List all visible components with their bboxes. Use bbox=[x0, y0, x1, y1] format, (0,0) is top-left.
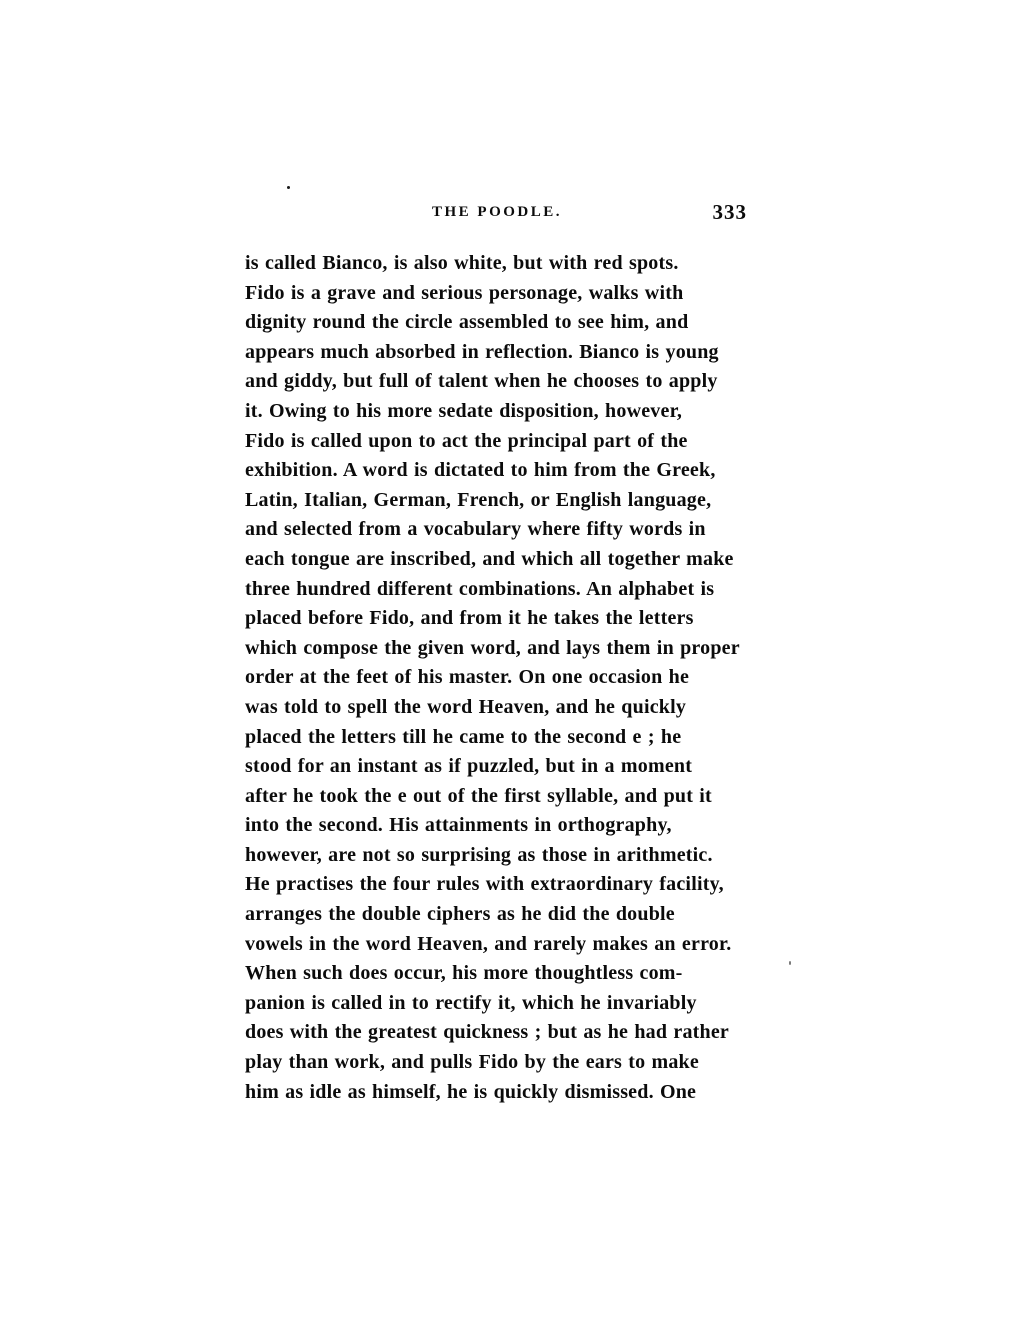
text-line: Latin, Italian, German, French, or English language, bbox=[245, 488, 712, 511]
running-header bbox=[245, 200, 749, 226]
text-line: which compose the given word, and lays them in proper bbox=[245, 636, 740, 659]
text-line: He practises the four rules with extraordinary facility, bbox=[245, 873, 724, 896]
text-line: arranges the double ciphers as he did the double bbox=[245, 903, 675, 926]
text-line: Fido is a grave and serious personage, walks with bbox=[245, 281, 684, 304]
page-number: 333 bbox=[712, 200, 747, 224]
page-title: THE POODLE. bbox=[431, 204, 563, 220]
text-line: three hundred different combinations. An alphabet is bbox=[245, 577, 715, 600]
text-line: placed before Fido, and from it he takes the letters bbox=[245, 607, 694, 630]
text-line: and selected from a vocabulary where fifty words in bbox=[245, 518, 706, 541]
text-column bbox=[245, 249, 749, 1107]
text-line: each tongue are inscribed, and which all together make bbox=[245, 547, 734, 570]
text-line: exhibition. A word is dictated to him from the Greek, bbox=[245, 459, 716, 482]
text-line: order at the feet of his master. On one occasion he bbox=[245, 666, 690, 689]
text-line: vowels in the word Heaven, and rarely makes an error. bbox=[245, 932, 732, 955]
text-line: appears much absorbed in reflection. Bianco is young bbox=[245, 340, 719, 363]
text-line: into the second. His attainments in orthography, bbox=[245, 814, 672, 837]
text-line: placed the letters till he came to the second e ; he bbox=[245, 725, 682, 748]
text-line: Fido is called upon to act the principal part of the bbox=[245, 429, 688, 452]
scan-speck bbox=[789, 961, 791, 965]
text-line: When such does occur, his more thoughtless com- bbox=[245, 962, 683, 985]
text-line: does with the greatest quickness ; but as he had rather bbox=[245, 1021, 729, 1044]
text-line: is called Bianco, is also white, but with red spots. bbox=[245, 252, 679, 274]
text-line: him as idle as himself, he is quickly dismissed. One bbox=[245, 1080, 697, 1103]
text-line: play than work, and pulls Fido by the ears to make bbox=[245, 1051, 699, 1074]
text-line: dignity round the circle assembled to see him, and bbox=[245, 311, 689, 334]
text-line: panion is called in to rectify it, which he invariably bbox=[245, 991, 697, 1014]
scan-speck bbox=[287, 186, 290, 189]
text-line: and giddy, but full of talent when he chooses to apply bbox=[245, 370, 718, 393]
text-line: stood for an instant as if puzzled, but in a moment bbox=[245, 755, 693, 778]
text-line: it. Owing to his more sedate disposition, however, bbox=[245, 399, 683, 422]
text-line: however, are not so surprising as those in arithmetic. bbox=[245, 843, 713, 866]
text-line: was told to spell the word Heaven, and he quickly bbox=[245, 695, 687, 718]
text-line: after he took the e out of the first syllable, and put it bbox=[245, 784, 712, 807]
